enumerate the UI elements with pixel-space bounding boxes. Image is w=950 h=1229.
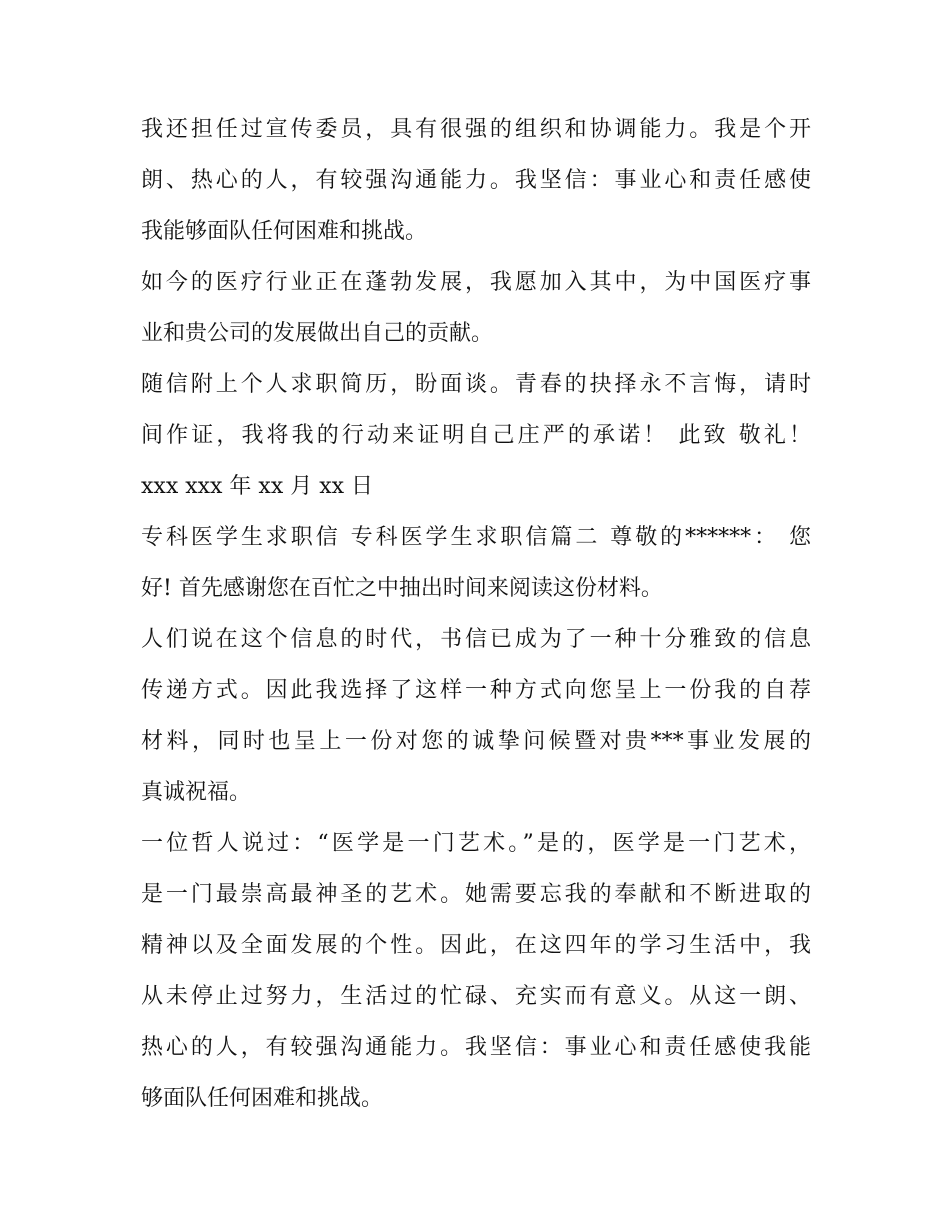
text-line-19: 热心的人，有较强沟通能力。我坚信：事业心和责任感使我能 (141, 1035, 811, 1060)
text-line-15: 一位哲人说过：“医学是一门艺术。”是的，医学是一门艺术， (141, 831, 811, 856)
text-line-4: 如今的医疗行业正在蓬勃发展，我愿加入其中，为中国医疗事 (141, 270, 811, 295)
text-line-12: 传递方式。因此我选择了这样一种方式向您呈上一份我的自荐 (141, 678, 811, 703)
text-line-17: 精神以及全面发展的个性。因此，在这四年的学习生活中，我 (141, 933, 811, 958)
text-line-14: 真诚祝福。 (141, 780, 252, 805)
text-line-2: 朗、热心的人，有较强沟通能力。我坚信：事业心和责任感使 (141, 168, 811, 193)
text-line-18: 从未停止过努力，生活过的忙碌、充实而有意义。从这一朗、 (141, 984, 811, 1009)
text-line-5: 业和贵公司的发展做出自己的贡献。 (141, 321, 494, 346)
text-line-11: 人们说在这个信息的时代，书信已成为了一种十分雅致的信息 (141, 627, 811, 652)
text-line-10: 好! 首先感谢您在百忙之中抽出时间来阅读这份材料。 (141, 576, 663, 601)
text-line-9: 专科医学生求职信 专科医学生求职信篇二 尊敬的******： 您 (141, 525, 811, 550)
text-line-7: 间作证，我将我的行动来证明自己庄严的承诺！ 此致 敬礼！ (141, 423, 811, 448)
text-line-1: 我还担任过宣传委员，具有很强的组织和协调能力。我是个开 (141, 117, 811, 142)
text-line-3: 我能够面队任何困难和挑战。 (141, 219, 428, 244)
letter-body (141, 104, 811, 1124)
date-line: xxx xxx 年 xx 月 xx 日 (141, 474, 374, 499)
text-line-13: 材料，同时也呈上一份对您的诚挚问候暨对贵***事业发展的 (141, 729, 811, 754)
text-line-16: 是一门最崇高最神圣的艺术。她需要忘我的奉献和不断进取的 (141, 882, 811, 907)
text-line-6: 随信附上个人求职简历，盼面谈。青春的抉择永不言悔，请时 (141, 372, 811, 397)
text-line-20: 够面队任何困难和挑战。 (141, 1086, 384, 1111)
